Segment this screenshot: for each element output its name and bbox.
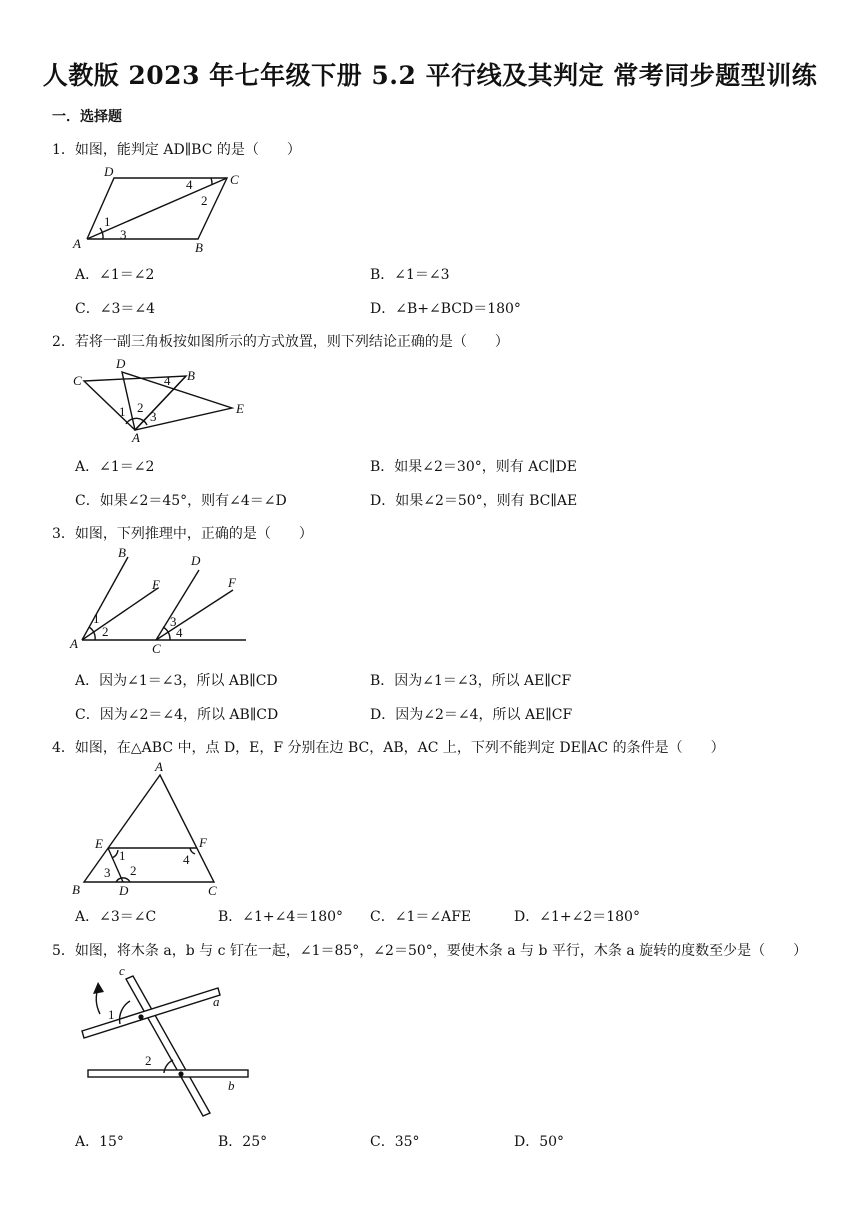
label-c: C	[152, 641, 161, 656]
label-c: C	[208, 883, 217, 898]
angle-label-2: 2	[102, 624, 109, 639]
arrow-head-icon	[93, 982, 104, 994]
label-f: F	[199, 835, 207, 850]
label-a: A	[155, 759, 163, 774]
question-2-option-d[interactable]: D．如果∠2＝50°，则有 BC∥AE	[370, 493, 578, 509]
question-1-option-d[interactable]: D．∠B+∠BCD＝180°	[370, 301, 521, 317]
angle-label-2: 2	[145, 1053, 152, 1068]
question-1-option-b[interactable]: B．∠1＝∠3	[370, 267, 450, 283]
angle-arc-c	[211, 178, 212, 184]
label-b: B	[187, 368, 195, 383]
angle-label-1: 1	[119, 848, 126, 863]
label-a: A	[132, 430, 140, 445]
question-4-stem: 4．如图，在△ABC 中，点 D，E，F 分别在边 BC，AB，AC 上，下列不能判定 DE∥AC 的条件是（ ）	[52, 740, 725, 756]
label-e: E	[152, 577, 160, 592]
angle-label-1: 1	[108, 1007, 115, 1022]
label-d: D	[104, 164, 114, 179]
question-1-option-c[interactable]: C．∠3＝∠4	[75, 301, 155, 317]
question-4-figure	[68, 758, 228, 900]
angle-label-3: 3	[120, 227, 127, 242]
angle-label-1: 1	[104, 214, 111, 229]
question-4-option-b[interactable]: B．∠1+∠4＝180°	[218, 909, 344, 925]
label-a: A	[70, 636, 78, 651]
question-1-figure	[60, 160, 260, 260]
question-4-option-c[interactable]: C．∠1＝∠AFE	[370, 909, 472, 925]
question-4-option-d[interactable]: D．∠1+∠2＝180°	[514, 909, 640, 925]
angle-label-1: 1	[119, 404, 126, 419]
label-e: E	[95, 836, 103, 851]
question-2-option-c[interactable]: C．如果∠2＝45°，则有∠4＝∠D	[75, 493, 287, 509]
angle-label-4: 4	[186, 177, 193, 192]
angle-arc-f	[190, 848, 195, 854]
question-2-figure	[70, 355, 260, 450]
stick-a	[82, 988, 220, 1038]
angle-label-2: 2	[201, 193, 208, 208]
label-d: D	[116, 356, 126, 371]
label-b: B	[118, 545, 126, 560]
label-d: D	[191, 553, 201, 568]
nail-ac	[138, 1014, 143, 1019]
label-c: C	[73, 373, 82, 388]
question-4-option-a[interactable]: A．∠3＝∠C	[75, 909, 157, 925]
angle-label-4: 4	[183, 852, 190, 867]
question-5-option-a[interactable]: A．15°	[75, 1134, 124, 1150]
question-2-stem: 2．若将一副三角板按如图所示的方式放置，则下列结论正确的是（ ）	[52, 334, 509, 350]
question-5-option-c[interactable]: C．35°	[370, 1134, 420, 1150]
stick-b	[88, 1070, 248, 1077]
angle-label-1: 1	[93, 611, 100, 626]
question-3-option-a[interactable]: A．因为∠1＝∠3，所以 AB∥CD	[75, 673, 278, 689]
angle-label-3: 3	[104, 865, 111, 880]
angle-label-4: 4	[164, 373, 171, 388]
question-3-option-d[interactable]: D．因为∠2＝∠4，所以 AE∥CF	[370, 707, 573, 723]
question-2-option-b[interactable]: B．如果∠2＝30°，则有 AC∥DE	[370, 459, 577, 475]
angle-label-3: 3	[170, 614, 177, 629]
label-c: c	[119, 963, 125, 978]
angle-label-4: 4	[176, 625, 183, 640]
question-3-option-c[interactable]: C．因为∠2＝∠4，所以 AB∥CD	[75, 707, 279, 723]
question-5-figure	[76, 962, 266, 1112]
label-a: A	[73, 236, 81, 251]
label-c: C	[230, 172, 239, 187]
question-2-option-a[interactable]: A．∠1＝∠2	[75, 459, 155, 475]
diagonal-ac	[87, 178, 227, 239]
angle-label-3: 3	[150, 409, 157, 424]
angle-label-2: 2	[130, 863, 137, 878]
section-heading: 一．选择题	[52, 109, 122, 125]
angle-label-2: 2	[137, 400, 144, 415]
question-5-option-b[interactable]: B．25°	[218, 1134, 268, 1150]
label-b: B	[72, 882, 80, 897]
label-f: F	[228, 575, 236, 590]
ray-cf	[156, 590, 233, 640]
angle-arc-e	[112, 850, 118, 858]
question-5-option-d[interactable]: D．50°	[514, 1134, 565, 1150]
label-b: b	[228, 1078, 235, 1093]
label-e: E	[236, 401, 244, 416]
question-3-figure	[68, 545, 258, 655]
question-1-option-a[interactable]: A．∠1＝∠2	[75, 267, 155, 283]
label-b: B	[195, 240, 203, 255]
question-3-option-b[interactable]: B．因为∠1＝∠3，所以 AE∥CF	[370, 673, 572, 689]
nail-bc	[178, 1071, 183, 1076]
label-d: D	[119, 883, 129, 898]
question-1-stem: 1．如图，能判定 AD∥BC 的是（ ）	[52, 142, 301, 158]
question-3-stem: 3．如图，下列推理中，正确的是（ ）	[52, 526, 313, 542]
label-a: a	[213, 994, 220, 1009]
question-5-stem: 5．如图，将木条 a，b 与 c 钉在一起，∠1＝85°，∠2＝50°，要使木条 a 与 b 平行，木条 a 旋转的度数至少是（ ）	[52, 943, 808, 959]
page-title: 人教版 2023 年七年级下册 5.2 平行线及其判定 常考同步题型训练	[42, 61, 818, 90]
